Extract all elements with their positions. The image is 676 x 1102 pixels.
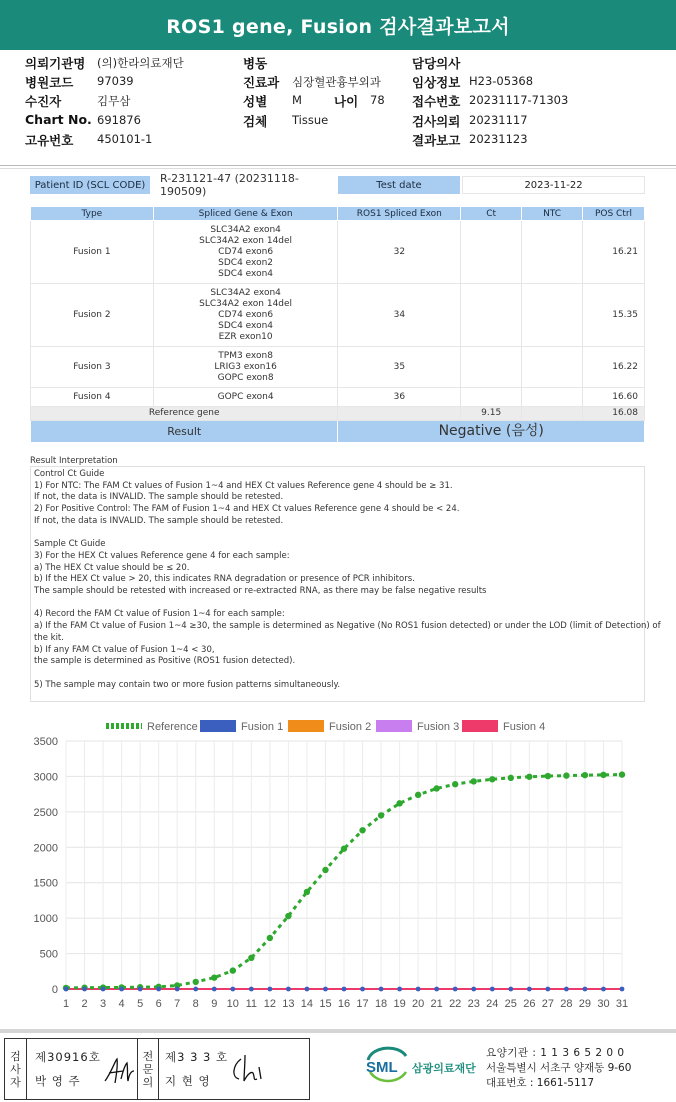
results-table [30,206,645,443]
pos-ctrl-value: 15.35 [583,284,645,347]
interpretation-line: 3) For the HEX Ct values Reference gene 4 for each sample: [34,550,290,561]
data-point-fusion-1 [471,987,476,992]
amplification-chart [0,712,676,1022]
fusion-type: Fusion 3 [31,347,154,388]
data-point-fusion-1 [527,987,532,992]
interpretation-line: the kit. [34,632,64,643]
reference-exon [338,407,461,421]
pos-ctrl-value: 16.60 [583,388,645,407]
x-tick-label: 18 [374,998,388,1010]
data-point-reference [248,955,254,961]
ros1-exon: 34 [338,284,461,347]
report-title: ROS1 gene, Fusion 검사결과보고서 [0,0,676,50]
table-row [31,347,645,388]
table-header: NTC [522,207,583,221]
gene-exon: GOPC exon8 [217,372,274,383]
data-point-reference [582,772,588,778]
data-point-fusion-1 [230,987,235,992]
data-point-reference [230,967,236,973]
table-header: Type [31,207,154,221]
fusion-type: Fusion 4 [31,388,154,407]
x-tick-label: 29 [578,998,592,1010]
meta-mid-0-label: 병동 [243,56,268,71]
data-point-fusion-1 [583,987,588,992]
data-point-fusion-1 [564,987,569,992]
x-tick-label: 22 [449,998,462,1010]
test-date-label: Test date [338,176,460,194]
x-tick-label: 10 [226,998,239,1010]
gene-exon: SLC34A2 exon 14del [199,298,293,309]
x-tick-label: 26 [523,998,536,1010]
meta-left-3-label: Chart No. [25,112,92,127]
meta-left-1-value: 97039 [97,74,134,88]
x-tick-label: 1 [62,998,70,1010]
x-tick-label: 4 [118,998,125,1010]
table-row [31,284,645,347]
reference-label: Reference gene [31,407,338,421]
meta-mid-3-label: 검체 [243,114,268,129]
interpretation-line: the sample is determined as Positive (ROS1 fusion detected). [34,656,296,667]
x-tick-label: 15 [319,998,332,1010]
table-header: ROS1 Spliced Exon [338,207,461,221]
ros1-exon: 32 [338,221,461,284]
data-point-reference [526,774,532,780]
inspector-name: 박 영 주 [35,1074,81,1088]
data-point-fusion-1 [193,987,198,992]
pos-ctrl-value: 16.21 [583,221,645,284]
fusion-type: Fusion 2 [31,284,154,347]
x-tick-label: 31 [615,998,629,1010]
gene-exon: SDC4 exon4 [218,268,274,279]
result-value: Negative (음성) [338,421,645,443]
data-point-fusion-1 [342,987,347,992]
gene-exon: SLC34A2 exon4 [210,287,281,298]
data-point-fusion-1 [138,987,143,992]
meta-mid-3-value: Tissue [292,113,329,127]
meta-left-4-value: 450101-1 [97,132,153,146]
data-point-reference [359,827,365,833]
data-point-reference [452,781,458,787]
meta-left-2-value: 김무삼 [97,94,131,108]
x-tick-label: 16 [337,998,351,1010]
y-tick-label: 500 [39,948,58,961]
data-point-fusion-1 [156,987,161,992]
meta-left-0-label: 의뢰기관명 [25,56,86,71]
legend-label: Fusion 4 [503,721,546,733]
data-point-reference [471,778,477,784]
data-point-fusion-1 [249,987,254,992]
meta-right-3-label: 검사의뢰 [412,114,461,129]
table-header: Ct [461,207,522,221]
y-tick-label: 0 [51,984,58,996]
patient-id-value: R-231121-47 (20231118-190509) [160,172,299,198]
data-point-fusion-1 [416,987,421,992]
specialist-label [137,1039,159,1099]
x-tick-label: 7 [174,998,181,1010]
x-tick-label: 5 [137,998,144,1010]
ros1-exon: 35 [338,347,461,388]
meta-right-4-value: 20231123 [469,132,528,146]
meta-left-4-label: 고유번호 [25,133,74,148]
meta-left-3-value: 691876 [97,113,141,127]
data-point-fusion-1 [360,987,365,992]
data-point-reference [304,889,310,895]
data-point-reference [341,846,347,852]
interpretation-line: a) The HEX Ct value should be ≤ 20. [34,562,190,573]
data-point-fusion-1 [397,987,402,992]
x-tick-label: 17 [356,998,369,1010]
data-point-reference [415,792,421,798]
vertical-char: 전 [142,1049,154,1063]
ntc-value [522,347,583,388]
data-point-fusion-1 [323,987,328,992]
x-tick-label: 3 [100,998,107,1010]
gene-exon: CD74 exon6 [218,246,274,257]
data-point-reference [600,772,606,778]
report-header-info [0,54,676,164]
gene-exon: GOPC exon4 [217,391,274,402]
meta-right-2-label: 접수번호 [412,94,461,109]
interpretation-box [30,466,661,702]
data-point-reference [193,979,199,985]
x-tick-label: 23 [467,998,480,1010]
interpretation-line: b) If the HEX Ct value > 20, this indicates RNA degradation or presence of PCR inhibitors. [34,574,415,585]
x-tick-label: 6 [155,998,162,1010]
inspector-license: 제30916호 [35,1050,101,1064]
spliced-genes [153,284,338,347]
gene-exon: CD74 exon6 [218,309,274,320]
y-tick-label: 2500 [33,806,58,819]
ros1-exon: 36 [338,388,461,407]
gene-exon: LRIG3 exon16 [214,361,277,372]
y-tick-label: 3000 [33,771,58,784]
meta-right-1-value: H23-05368 [469,74,534,88]
data-point-reference [285,913,291,919]
data-point-reference [508,775,514,781]
data-point-fusion-1 [286,987,291,992]
x-tick-label: 9 [211,998,218,1010]
reference-row [31,407,645,421]
result-label: Result [31,421,338,443]
data-point-fusion-1 [101,987,106,992]
x-tick-label: 21 [430,998,443,1010]
table-row [31,221,645,284]
result-row [31,421,645,443]
reference-ntc [522,407,583,421]
gene-exon: SLC34A2 exon 14del [199,235,293,246]
x-tick-label: 30 [597,998,610,1010]
table-row [31,388,645,407]
interpretation-line [34,598,641,610]
specialist-signature [227,1051,267,1087]
data-point-fusion-1 [490,987,495,992]
meta-left-1-label: 병원코드 [25,75,74,90]
gene-exon: EZR exon10 [218,331,273,342]
gene-exon: SDC4 exon2 [218,257,274,268]
x-tick-label: 12 [263,998,276,1010]
vertical-char: 의 [142,1075,154,1089]
inspector-signature [101,1053,137,1087]
legend-label: Reference [147,721,198,733]
data-point-reference [545,773,551,779]
meta-mid-1-value: 심장혈관흉부외과 [292,75,381,89]
legend-label: Fusion 3 [417,721,460,733]
meta-right-3-value: 20231117 [469,113,528,127]
interpretation-line: 2) For Positive Control: The FAM of Fusion 1~4 and HEX Ct values Reference gene 4 should be < 24. [34,504,460,515]
interpretation-line: a) If the FAM Ct value of Fusion 1~4 ≥30, the sample is determined as Negative (No ROS1 fusion detected) or under the LOD (limit of Detection) of [34,621,661,632]
data-point-fusion-1 [620,987,625,992]
ct-value [461,388,522,407]
x-tick-label: 28 [560,998,573,1010]
x-tick-label: 27 [541,998,554,1010]
y-tick-label: 3500 [33,736,58,748]
interpretation-line: Sample Ct Guide [34,539,106,550]
ntc-value [522,284,583,347]
patient-id-row [30,172,645,198]
x-tick-label: 24 [486,998,499,1010]
interpretation-line [34,668,641,680]
data-point-fusion-1 [305,987,310,992]
gene-exon: SLC34A2 exon4 [210,224,281,235]
vertical-char: 검 [10,1049,21,1063]
org-name: 삼광의료재단 [412,1062,476,1075]
data-point-reference [322,867,328,873]
interpretation-line: If not, the data is INVALID. The sample should be retested. [34,515,284,526]
x-tick-label: 8 [192,998,199,1010]
footer-divider [0,1029,676,1033]
legend-swatch [376,720,412,732]
data-point-reference [378,812,384,818]
x-tick-label: 20 [412,998,425,1010]
data-point-fusion-1 [175,987,180,992]
interpretation-line: The sample should be retested with increased or re-extracted RNA, as there may be false negative results [34,586,487,597]
legend-swatch [288,720,324,732]
data-point-fusion-1 [453,987,458,992]
data-point-fusion-1 [434,987,439,992]
data-point-reference [489,776,495,782]
meta-mid-2-label: 성별 [243,94,268,109]
legend-swatch [462,720,498,732]
interpretation-line: 5) The sample may contain two or more fusion patterns simultaneously. [34,679,341,690]
data-point-fusion-1 [267,987,272,992]
interpretation-line: Control Ct Guide [34,469,105,479]
x-tick-label: 14 [300,998,314,1010]
phone-number: 대표번호 : 1661-5117 [486,1077,595,1089]
meta-mid-1-label: 진료과 [243,75,280,90]
age-label: 나이 [334,94,359,109]
footer [0,1034,676,1102]
x-tick-label: 19 [393,998,406,1010]
y-tick-label: 1500 [33,877,58,890]
legend-label: Fusion 1 [241,721,284,733]
table-header: POS Ctrl [583,207,645,221]
vertical-char: 사 [10,1062,21,1076]
data-point-fusion-1 [212,987,217,992]
data-point-fusion-1 [545,987,550,992]
data-point-reference [267,935,273,941]
address: 서울특별시 서초구 양재동 9-60 [486,1062,632,1074]
interpretation-line: 4) Record the FAM Ct value of Fusion 1~4 for each sample: [34,609,285,620]
sml-logo-icon [364,1042,410,1086]
vertical-char: 문 [142,1062,154,1076]
age-value: 78 [370,93,385,107]
pos-ctrl-value: 16.22 [583,347,645,388]
gene-exon: TPM3 exon8 [218,350,273,361]
vertical-char: 자 [10,1075,21,1089]
interpretation-line [34,528,641,540]
spliced-genes [153,388,338,407]
data-point-reference [563,772,569,778]
meta-mid-2-value: M [292,93,302,107]
specialist-name: 지 현 영 [165,1074,211,1088]
meta-right-4-label: 결과보고 [412,133,461,148]
fusion-type: Fusion 1 [31,221,154,284]
ct-value [461,221,522,284]
data-point-fusion-1 [508,987,513,992]
gene-exon: SDC4 exon4 [218,320,274,331]
spliced-genes [153,221,338,284]
reference-pos: 16.08 [583,407,645,421]
data-point-fusion-1 [379,987,384,992]
data-point-fusion-1 [64,987,69,992]
ct-value [461,284,522,347]
divider [0,168,676,169]
interpretation-line: b) If any FAM Ct value of Fusion 1~4 < 30, [34,644,215,655]
data-point-fusion-1 [601,987,606,992]
y-tick-label: 2000 [33,842,58,855]
specialist-license: 제3 3 3 호 [165,1050,229,1064]
inspector-label [5,1039,27,1099]
chart-svg [0,712,676,1022]
data-point-reference [433,785,439,791]
ct-value [461,347,522,388]
signature-box [4,1038,310,1100]
ntc-value [522,388,583,407]
test-date-value: 2023-11-22 [462,176,645,194]
data-point-fusion-1 [119,987,124,992]
interpretation-line: 1) For NTC: The FAM Ct values of Fusion 1~4 and HEX Ct values Reference gene 4 should be ≥ 31. [34,480,453,491]
interpretation-line: If not, the data is INVALID. The sample should be retested. [34,492,284,503]
table-header: Spliced Gene & Exon [153,207,338,221]
data-point-reference [211,974,217,980]
meta-right-0-label: 담당의사 [412,56,461,71]
x-tick-label: 2 [81,998,88,1010]
institution-code: 요양기관 : 1 1 3 6 5 2 0 0 [486,1047,625,1059]
x-tick-label: 25 [504,998,517,1010]
data-point-reference [619,771,625,777]
data-point-fusion-1 [82,987,87,992]
meta-left-0-value: (의)한라의료재단 [97,56,184,70]
y-tick-label: 1000 [33,913,58,926]
legend-label: Fusion 2 [329,721,372,733]
x-tick-label: 11 [245,998,258,1010]
divider [0,165,676,166]
patient-id-label: Patient ID (SCL CODE) [30,176,150,194]
ntc-value [522,221,583,284]
meta-right-2-value: 20231117-71303 [469,93,569,107]
spliced-genes [153,347,338,388]
legend-swatch [200,720,236,732]
logo-text: SML [366,1059,398,1076]
reference-ct: 9.15 [461,407,522,421]
x-tick-label: 13 [282,998,295,1010]
meta-right-1-label: 임상정보 [412,75,461,90]
meta-left-2-label: 수진자 [25,94,62,109]
interpretation-title: Result Interpretation [30,456,118,466]
data-point-reference [396,800,402,806]
